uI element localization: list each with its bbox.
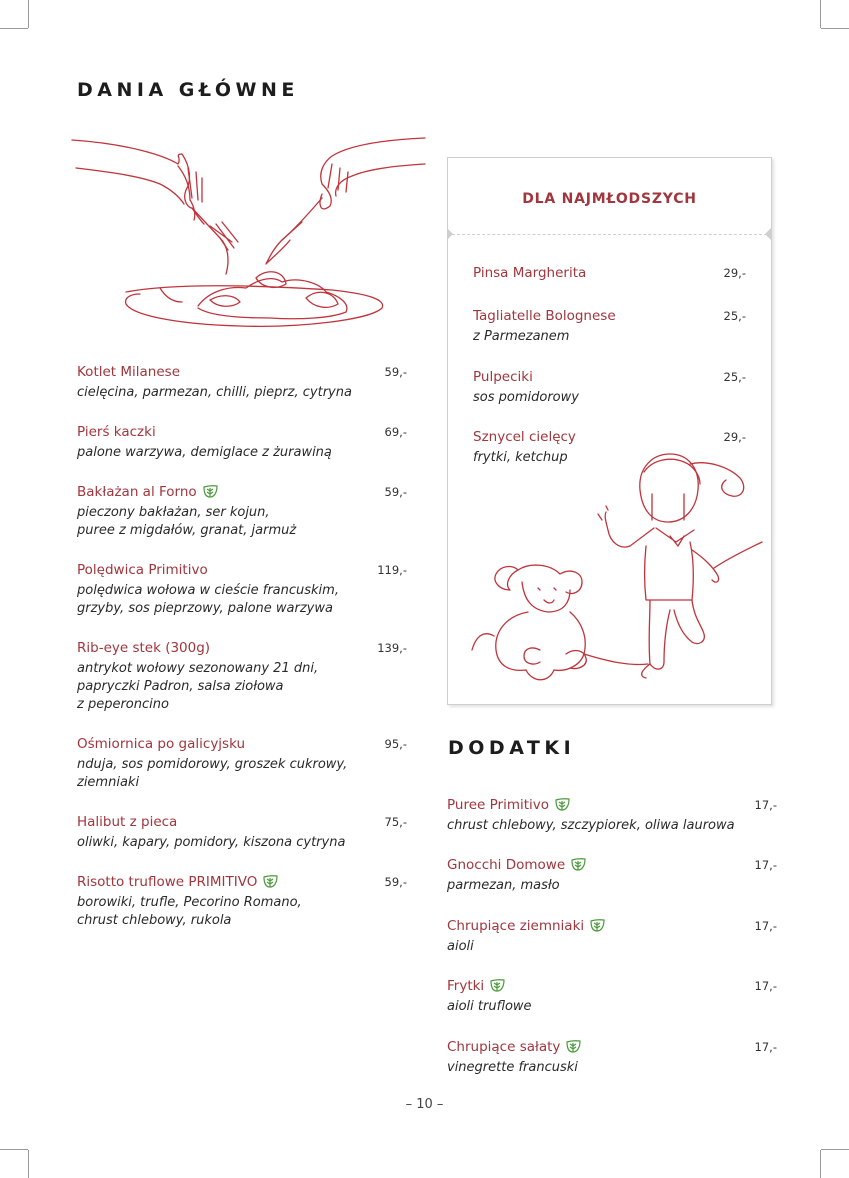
menu-item: [77, 640, 407, 714]
side-item: [447, 918, 777, 956]
notch-left: [447, 228, 453, 240]
leaf-icon: [202, 485, 219, 499]
dish-price: 17,-: [754, 1040, 777, 1054]
dish-price: 59,-: [384, 875, 407, 889]
sides-title: DODATKI: [448, 737, 576, 759]
dish-name: Bakłażan al Forno: [77, 484, 197, 500]
dish-name: Chrupiące sałaty: [447, 1039, 561, 1055]
dish-description: cielęcina, parmezan, chilli, pieprz, cytryna: [77, 385, 352, 400]
dish-price: 25,-: [723, 309, 746, 323]
dish-description: palone warzywa, demiglace z żurawiną: [77, 445, 332, 460]
leaf-icon: [565, 1040, 582, 1054]
notch-right: [765, 228, 771, 240]
dish-price: 25,-: [723, 370, 746, 384]
dish-name: Pierś kaczki: [77, 424, 156, 440]
menu-item: [77, 364, 407, 402]
kids-menu-title: DLA NAJMŁODSZYCH: [522, 191, 697, 207]
dish-description: vinegrette francuski: [447, 1060, 578, 1075]
page-number: – 10 –: [405, 1097, 444, 1112]
crop-mark: [820, 0, 821, 28]
menu-item: [77, 424, 407, 462]
dish-name: Puree Primitivo: [447, 797, 550, 813]
dish-description: polędwica wołowa w cieście francuskim, grzyby, sos pieprzowy, palone warzywa: [77, 583, 339, 616]
dish-price: 59,-: [384, 365, 407, 379]
dish-description: oliwki, kapary, pomidory, kiszona cytryna: [77, 835, 346, 850]
leaf-icon: [554, 798, 571, 812]
crop-mark: [28, 0, 29, 28]
side-item: [447, 797, 777, 835]
dish-name: Polędwica Primitivo: [77, 562, 208, 578]
kids-item: [473, 265, 746, 281]
dish-price: 17,-: [754, 798, 777, 812]
side-item: [447, 1039, 777, 1077]
leaf-icon: [589, 919, 606, 933]
dish-name: Tagliatelle Bolognese: [473, 308, 616, 324]
dish-description: chrust chlebowy, szczypiorek, oliwa laurowa: [447, 818, 735, 833]
dish-name-wrap: [77, 874, 279, 890]
dish-price: 59,-: [384, 485, 407, 499]
dish-name: Gnocchi Domowe: [447, 857, 566, 873]
menu-item: [77, 562, 407, 618]
kids-item: [473, 369, 746, 407]
dish-name-wrap: [447, 857, 587, 873]
kids-item: [473, 308, 746, 346]
dish-name-wrap: [77, 484, 219, 500]
dish-name: Ośmiornica po galicyjsku: [77, 736, 246, 752]
leaf-icon: [570, 858, 587, 872]
main-dishes-title: DANIA GŁÓWNE: [77, 79, 299, 101]
side-item: [447, 978, 777, 1016]
crop-mark: [28, 1150, 29, 1178]
child-teddy-illustration: [470, 450, 770, 690]
menu-item: [77, 736, 407, 792]
dish-price: 75,-: [384, 815, 407, 829]
dish-description: aioli truflowe: [447, 999, 532, 1014]
dish-name: Rib-eye stek (300g): [77, 640, 211, 656]
crop-mark: [0, 1149, 28, 1150]
dish-description: borowiki, trufle, Pecorino Romano, chrust chlebowy, rukola: [77, 895, 302, 928]
dish-name-wrap: [447, 797, 571, 813]
dish-price: 17,-: [754, 919, 777, 933]
kids-divider: [452, 234, 767, 235]
dish-name-wrap: [447, 918, 606, 934]
dish-name: Chrupiące ziemniaki: [447, 918, 585, 934]
dish-price: 119,-: [377, 563, 407, 577]
crop-mark: [0, 28, 28, 29]
crop-mark: [821, 28, 849, 29]
dish-price: 29,-: [723, 266, 746, 280]
dish-name: Frytki: [447, 978, 485, 994]
dish-name: Kotlet Milanese: [77, 364, 180, 380]
dish-price: 17,-: [754, 979, 777, 993]
menu-item: [77, 484, 407, 540]
menu-item: [77, 874, 407, 930]
dish-description: frytki, ketchup: [473, 450, 568, 465]
dish-description: parmezan, masło: [447, 878, 560, 893]
leaf-icon: [489, 979, 506, 993]
dish-name: Pinsa Margherita: [473, 265, 587, 281]
dish-description: z Parmezanem: [473, 329, 570, 344]
dish-price: 69,-: [384, 425, 407, 439]
side-item: [447, 857, 777, 895]
dish-price: 139,-: [377, 641, 407, 655]
crop-mark: [820, 1150, 821, 1178]
hands-plate-illustration: [70, 128, 430, 348]
dish-price: 29,-: [723, 430, 746, 444]
dish-name-wrap: [447, 1039, 582, 1055]
dish-name-wrap: [447, 978, 506, 994]
dish-name: Sznycel cielęcy: [473, 429, 576, 445]
dish-description: pieczony bakłażan, ser kojun, puree z migdałów, granat, jarmuż: [77, 505, 297, 538]
dish-description: aioli: [447, 939, 474, 954]
dish-description: nduja, sos pomidorowy, groszek cukrowy, ziemniaki: [77, 757, 348, 790]
dish-description: sos pomidorowy: [473, 390, 579, 405]
dish-name: Risotto truflowe PRIMITIVO: [77, 874, 258, 890]
dish-name: Pulpeciki: [473, 369, 533, 385]
dish-description: antrykot wołowy sezonowany 21 dni, papryczki Padron, salsa ziołowa z peperoncino: [77, 661, 319, 712]
crop-mark: [821, 1149, 849, 1150]
leaf-icon: [262, 875, 279, 889]
dish-name: Halibut z pieca: [77, 814, 178, 830]
menu-item: [77, 814, 407, 852]
dish-price: 95,-: [384, 737, 407, 751]
dish-price: 17,-: [754, 858, 777, 872]
